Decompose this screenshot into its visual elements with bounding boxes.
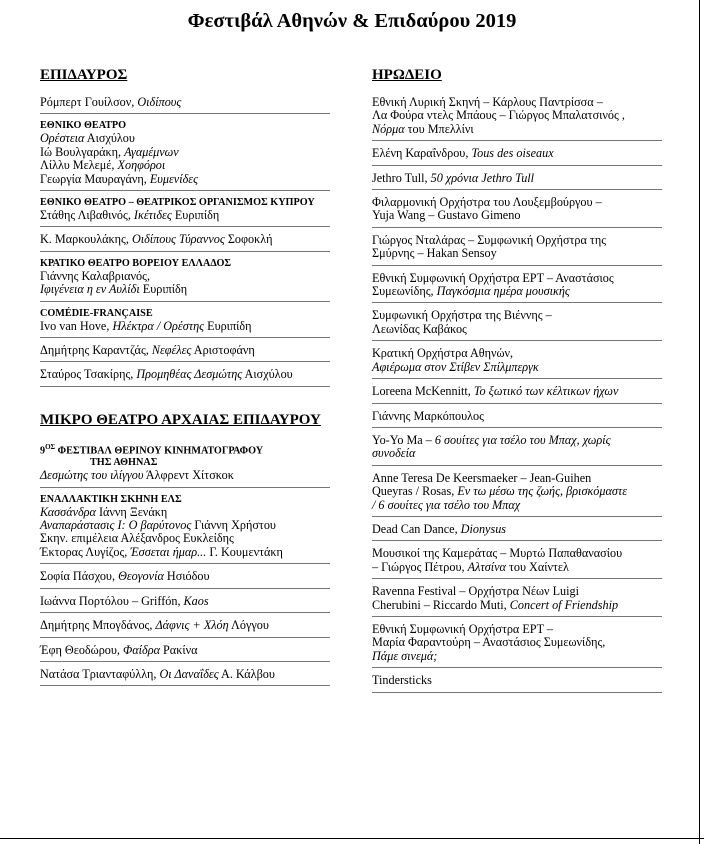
entry-text: Άλφρεντ Χίτσκοκ <box>143 468 234 483</box>
entry-text: Dead Can Dance, <box>372 521 461 536</box>
work-title: 50 χρόνια Jethro Tull <box>430 170 535 185</box>
entry-text: Έκτορας Λυγίζος, <box>40 544 131 559</box>
entry-text: Γιάννης Καλαβριανός, <box>40 268 151 283</box>
entry-text: Γ. Κουμεντάκη <box>206 544 283 559</box>
entry-text-line <box>40 595 330 608</box>
entry-text-line <box>372 447 662 460</box>
entry-text: Yuja Wang – Gustavo Gimeno <box>372 208 521 223</box>
entry-text-line <box>372 147 662 160</box>
work-title: συνοδεία <box>372 446 416 461</box>
entry-text-line <box>40 644 330 657</box>
entry-text: Έφη Θεοδώρου, <box>40 642 123 657</box>
program-entry <box>40 120 330 191</box>
entry-text: Σμύρνης – Hakan Sensoy <box>372 246 497 261</box>
program-entry <box>372 96 662 141</box>
entry-text: Εθνική Λυρική Σκηνή – Κάρλους Παντρίσσα – <box>372 95 603 109</box>
entry-text: Jethro Tull, <box>372 170 431 185</box>
entry-text-line <box>372 636 662 649</box>
program-entry <box>40 668 330 686</box>
program-entry <box>372 472 662 517</box>
entry-text: Σταύρος Τσακίρης, <box>40 367 137 382</box>
program-entry <box>40 644 330 662</box>
entry-text: Δημήτρης Μπογδάνος, <box>40 618 156 633</box>
entry-text: Δημήτρης Καραντζάς, <box>40 343 152 358</box>
entry-text-line <box>40 469 330 482</box>
program-entry <box>40 494 330 565</box>
entry-text-line <box>372 585 662 598</box>
work-title: Θεογονία <box>118 569 164 584</box>
entry-text-line <box>372 547 662 560</box>
entry-text: Κ. Μαρκουλάκης, <box>40 232 132 247</box>
entry-text: Λεωνίδας Καβάκος <box>372 321 467 336</box>
entry-text-line <box>40 146 330 159</box>
work-title: Ιφιγένεια η εν Αυλίδι <box>40 282 140 297</box>
work-title: Έσσεται ήμαρ... <box>130 544 207 559</box>
entry-text: Γιάννη Χρήστου <box>191 518 276 533</box>
entry-text: Λίλλυ Μελεμέ, <box>40 158 118 173</box>
work-title: Αγαμέμνων <box>124 144 179 159</box>
program-entry <box>372 234 662 266</box>
section-heading-herodeion: ΗΡΩΔΕΙΟ <box>372 67 442 83</box>
entry-text-line <box>372 599 662 612</box>
entry-text-line <box>372 323 662 336</box>
small-theatre-program-list <box>40 494 330 687</box>
work-title: Το ξωτικό των κέλτικων ήχων <box>473 384 619 399</box>
program-entry <box>372 585 662 617</box>
entry-text-line <box>40 159 330 172</box>
entry-text: Λόγγου <box>228 618 269 633</box>
entry-text-line <box>40 546 330 559</box>
entry-text: Μουσικοί της Καμεράτας – Μυρτώ Παπαθανασίου <box>372 546 623 561</box>
section-heading-line: ΜΙΚΡΟ ΘΕΑΤΡΟ <box>40 411 159 428</box>
entry-text: Ιάννη Ξενάκη <box>95 504 168 519</box>
entry-text: Σοφία Πάσχου, <box>40 569 119 584</box>
program-entry <box>372 309 662 341</box>
entry-text: Ρακίνα <box>159 642 198 657</box>
program-entry <box>40 619 330 637</box>
program-entry <box>372 623 662 668</box>
page-frame-right-border <box>699 0 700 844</box>
program-entry <box>372 347 662 379</box>
work-title: Οιδίπους Τύραννος <box>131 232 225 247</box>
entry-organiser: ΕΘΝΙΚΟ ΘΕΑΤΡΟ <box>40 120 127 132</box>
entry-organiser: COMÉDIE-FRANÇAISE <box>40 307 153 319</box>
entry-text: Ησιόδου <box>163 569 210 584</box>
entry-text: Γιώργος Νταλάρας – Συμφωνική Ορχήστρα της <box>372 232 607 247</box>
entry-text: Queyras / Rosas, <box>372 484 458 499</box>
section-heading-epidaurus: ΕΠΙΔΑΥΡΟΣ <box>40 67 128 83</box>
program-entry <box>40 233 330 251</box>
work-title: Φαίδρα <box>123 642 160 657</box>
entry-text-line <box>372 272 662 285</box>
entry-organiser: ΕΘΝΙΚΟ ΘΕΑΤΡΟ – ΘΕΑΤΡΙΚΟΣ ΟΡΓΑΝΙΣΜΟΣ ΚΥΠΡΟΥ <box>40 197 315 209</box>
work-title: Αναπαράστασις Ι: Ο βαρύτονος <box>40 518 192 533</box>
entry-text: Cherubini – Riccardo Muti, <box>372 597 510 612</box>
entry-text: Φιλαρμονική Ορχήστρα του Λουξεμβούργου – <box>372 195 602 210</box>
entry-text-line <box>372 623 662 636</box>
entry-text-line <box>372 485 662 498</box>
work-title: 6 σουίτες για τσέλο του Μπαχ, χωρίς <box>434 432 611 447</box>
entry-text-line <box>40 506 330 519</box>
entry-text: του Μπελλίνι <box>404 121 474 136</box>
entry-text: Yo-Yo Ma – <box>372 432 435 447</box>
entry-text: Ivo van Hove, <box>40 318 113 333</box>
work-title: Εν τω μέσω της ζωής, βρισκόμαστε <box>457 484 628 499</box>
entry-text: Ευριπίδη <box>171 208 220 223</box>
work-title: / 6 σουίτες για τσέλο του Μπαχ <box>372 497 521 512</box>
festival-ordinal-suffix: ΟΣ <box>45 442 56 451</box>
entry-text: Εθνική Συμφωνική Ορχήστρα ΕΡΤ – <box>372 621 553 636</box>
herodeion-program-list <box>372 96 662 693</box>
entry-text: – Γιώργος Πέτρου, <box>372 559 468 574</box>
entry-text-line <box>40 173 330 186</box>
epidaurus-program-list <box>40 96 330 387</box>
entry-text: Σοφοκλή <box>224 232 273 247</box>
entry-text-line <box>372 561 662 574</box>
program-entry <box>372 385 662 403</box>
work-title: Δεσμώτης του ιλίγγου <box>40 468 144 483</box>
entry-text: Νατάσα Τριανταφύλλη, <box>40 666 160 681</box>
work-title: Κασσάνδρα <box>40 504 96 519</box>
entry-text: Ελένη Καραΐνδρου, <box>372 146 472 161</box>
entry-text-line <box>372 123 662 136</box>
entry-text: Συμφωνική Ορχήστρα της Βιέννης – <box>372 308 552 323</box>
work-title: Αλτσίνα <box>467 559 506 574</box>
festival-ordinal: 9 <box>40 445 46 457</box>
work-title: Οι Δαναΐδες <box>159 666 219 681</box>
work-title: Ευμενίδες <box>149 171 199 186</box>
entry-text-line <box>372 410 662 423</box>
entry-text: Αισχύλου <box>84 131 135 146</box>
entry-text-line <box>372 499 662 512</box>
entry-text-line <box>372 385 662 398</box>
entry-text-line <box>372 285 662 298</box>
entry-text-line <box>372 247 662 260</box>
entry-text-line <box>372 209 662 222</box>
work-title: Αφιέρωμα στον Στίβεν Σπίλμπεργκ <box>372 359 539 374</box>
entry-text: του Χαίντελ <box>505 559 569 574</box>
entry-text-line <box>372 196 662 209</box>
entry-text: Ravenna Festival – Ορχήστρα Νέων Luigi <box>372 584 580 599</box>
entry-text-line <box>40 368 330 381</box>
program-entry <box>372 547 662 579</box>
work-title: Χοηφόροι <box>117 158 166 173</box>
entry-text: Αισχύλου <box>242 367 293 382</box>
work-title: Παγκόσμια ημέρα μουσικής <box>436 284 570 299</box>
program-entry <box>372 674 662 692</box>
entry-text-line <box>372 523 662 536</box>
program-entry <box>372 410 662 428</box>
work-title: Tous des oiseaux <box>471 146 554 161</box>
entry-text: Μαρία Φαραντούρη – Αναστάσιος Συμεωνίδης, <box>372 635 606 650</box>
program-entry <box>372 523 662 541</box>
work-title: Προμηθέας Δεσμώτης <box>136 367 243 382</box>
section-heading-small-theatre <box>40 411 330 429</box>
festival-name: ΦΕΣΤΙΒΑΛ ΘΕΡΙΝΟΥ ΚΙΝΗΜΑΤΟΓΡΑΦΟΥ <box>55 445 264 457</box>
entry-text: Στάθης Λιβαθινός, <box>40 208 134 223</box>
work-title: Νόρμα <box>372 121 405 136</box>
entry-text-line <box>372 650 662 663</box>
program-entry <box>40 368 330 386</box>
program-entry <box>372 434 662 466</box>
program-entry <box>40 344 330 362</box>
festival-name-line2: ΤΗΣ ΑΘΗΝΑΣ <box>90 457 158 469</box>
entry-text: Ιώ Βουλγαράκη, <box>40 144 125 159</box>
work-title: Ορέστεια <box>40 131 85 146</box>
entry-text: Εθνική Συμφωνική Ορχήστρα ΕΡΤ – Αναστάσιος <box>372 270 614 285</box>
page-title: Φεστιβάλ Αθηνών & Επιδαύρου 2019 <box>187 10 517 32</box>
entry-text: Κρατική Ορχήστρα Αθηνών, <box>372 346 514 361</box>
work-title: Δάφνις + Χλόη <box>155 618 229 633</box>
entry-organiser: ΕΝΑΛΛΑΚΤΙΚΗ ΣΚΗΝΗ ΕΛΣ <box>40 493 182 505</box>
section-heading-line: ΑΡΧΑΙΑΣ ΕΠΙΔΑΥΡΟΥ <box>161 411 321 428</box>
left-column <box>40 66 330 692</box>
program-entry <box>372 172 662 190</box>
work-title: Kaos <box>183 593 209 608</box>
entry-text: Loreena McKennitt, <box>372 384 474 399</box>
page-frame-bottom-border <box>0 838 704 839</box>
program-entry <box>40 96 330 114</box>
entry-text-line <box>372 96 662 109</box>
entry-text: Anne Teresa De Keersmaeker – Jean-Guihen <box>372 470 592 485</box>
entry-text-line <box>40 668 330 681</box>
entry-text-line <box>40 233 330 246</box>
entry-text-line <box>40 132 330 145</box>
entry-text-line <box>40 320 330 333</box>
entry-text-line <box>40 283 330 296</box>
entry-text-line <box>372 674 662 687</box>
entry-text-line <box>40 619 330 632</box>
entry-text: Γιάννης Μαρκόπουλος <box>372 408 484 423</box>
work-title: Dionysus <box>460 521 507 536</box>
entry-text-line <box>40 209 330 222</box>
program-entry <box>372 272 662 304</box>
entry-text: Αριστοφάνη <box>191 343 255 358</box>
entry-text-line <box>372 109 662 122</box>
entry-text-line <box>372 472 662 485</box>
work-title: Concert of Friendship <box>509 597 619 612</box>
entry-text: Σκην. επιμέλεια Αλέξανδρος Ευκλείδης <box>40 531 234 546</box>
entry-text: Ρόμπερτ Γουίλσον, <box>40 95 138 109</box>
program-entry <box>40 308 330 338</box>
work-title: Οιδίπους <box>137 95 182 109</box>
entry-organiser: ΚΡΑΤΙΚΟ ΘΕΑΤΡΟ ΒΟΡΕΙΟΥ ΕΛΛΑΔΟΣ <box>40 257 232 269</box>
entry-text: Tindersticks <box>372 673 432 688</box>
entry-text-line <box>40 344 330 357</box>
program-entry <box>40 197 330 227</box>
entry-text-line <box>40 519 330 532</box>
work-title: Νεφέλες <box>151 343 192 358</box>
entry-text-line <box>40 270 330 283</box>
entry-organiser <box>40 441 330 469</box>
right-column <box>372 66 662 699</box>
entry-text-line <box>372 172 662 185</box>
entry-text: Α. Κάλβου <box>218 666 275 681</box>
entry-text-line <box>372 361 662 374</box>
entry-text-line <box>372 347 662 360</box>
program-entry <box>40 570 330 588</box>
film-festival-screenings <box>40 469 330 482</box>
program-entry <box>372 196 662 228</box>
work-title: Πάμε σινεμά; <box>372 648 438 663</box>
program-entry <box>40 595 330 613</box>
entry-text: Γεωργία Μαυραγάνη, <box>40 171 150 186</box>
program-entry <box>40 258 330 302</box>
entry-text-line <box>40 570 330 583</box>
entry-text: Ευριπίδη <box>139 282 188 297</box>
entry-text-line <box>372 309 662 322</box>
entry-text: Ιωάννα Πορτόλου – Griffón, <box>40 593 184 608</box>
entry-text-line <box>372 234 662 247</box>
program-entry-film-festival <box>40 441 330 488</box>
work-title: Ικέτιδες <box>133 208 172 223</box>
entry-text: Συμεωνίδης, <box>372 284 437 299</box>
entry-text-line <box>40 96 330 109</box>
entry-text-line <box>372 434 662 447</box>
entry-text: Ευριπίδη <box>204 318 252 333</box>
program-entry <box>372 147 662 165</box>
entry-text: Λα Φούρα ντελς Μπάους – Γιώργος Μπαλατσινός , <box>372 108 625 123</box>
work-title: Ηλέκτρα / Ορέστης <box>112 318 205 333</box>
entry-text-line <box>40 532 330 545</box>
